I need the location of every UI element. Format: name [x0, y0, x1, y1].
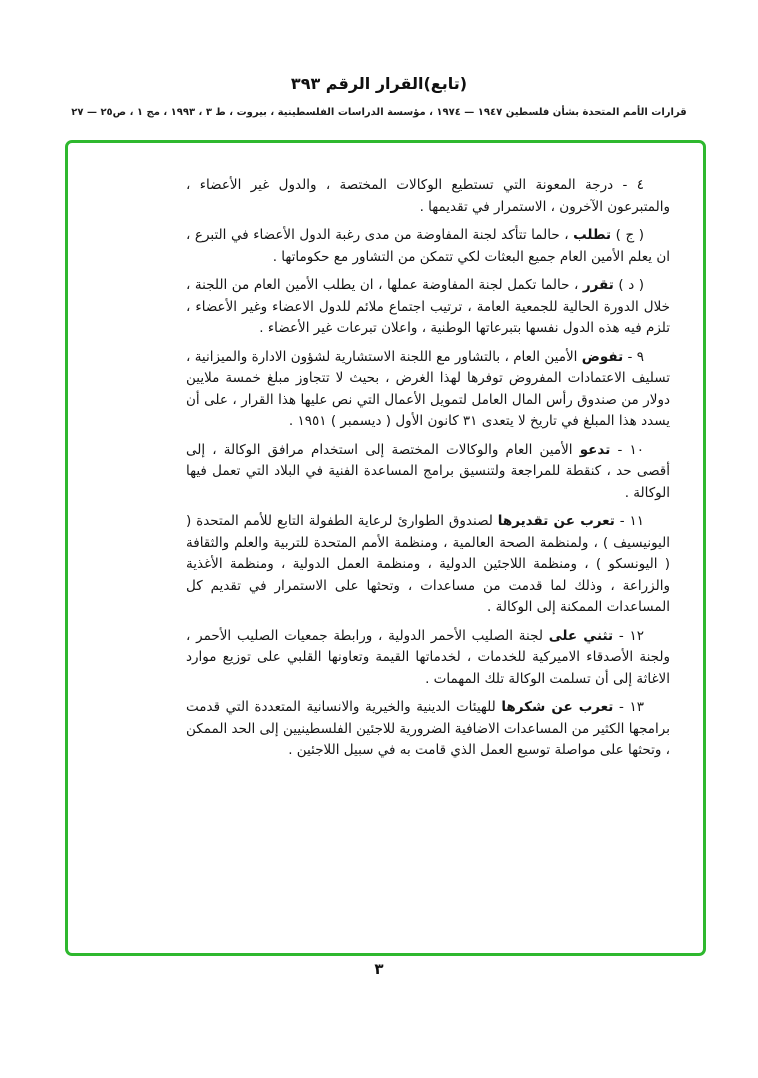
paragraph-number: ١٢ - — [613, 627, 644, 644]
paragraph-4 — [186, 175, 670, 218]
paragraph-number: ( ج ) — [611, 227, 645, 243]
paragraph-text: ، حالما تتأكد لجنة المفاوضة من مدى رغبة الدول الأعضاء في التبرع ، ان يعلم الأمين العام جميع البعثات لكي تتمكن من التشاور مع حكوماتها . — [186, 227, 670, 265]
paragraph-text: الأمين العام والوكالات المختصة إلى استخدام مرافق الوكالة ، إلى أقصى حد ، كنقطة للمراجعة ولتنسيق برامج المساعدة الفنية في البلاد التي تعمل فيها الوكالة . — [186, 441, 670, 501]
paragraph-lead: تثني على — [548, 627, 614, 644]
paragraph-lead: تفوض — [581, 348, 624, 365]
paragraph-number: ١١ - — [614, 513, 644, 529]
resolution-text — [186, 175, 670, 769]
paragraph-lead: تطلب — [573, 227, 612, 243]
content-frame — [65, 140, 706, 956]
paragraph-12 — [186, 626, 670, 691]
paragraph-number: ٩ - — [623, 348, 644, 365]
citation-line: قرارات الأمم المتحدة بشأن فلسطين ١٩٤٧ — ١٩٧٤ ، مؤسسة الدراسات الفلسطينية ، بيروت ، ط ٣ ، ١٩٩٣ ، مج ١ ، ص٢٥ — ٢٧ — [71, 107, 687, 118]
paragraph-10 — [186, 440, 670, 505]
paragraph-dal — [186, 275, 670, 340]
paragraph-number: ٤ - — [613, 177, 644, 193]
page-number: ٣ — [374, 960, 384, 978]
paragraph-number: ( د ) — [613, 277, 645, 293]
paragraph-number: ١٠ - — [610, 441, 644, 458]
paragraph-text: ، حالما تكمل لجنة المفاوضة عملها ، ان يطلب الأمين العام من اللجنة ، خلال الدورة الحالية للجمعية العامة ، ترتيب اجتماع ملائم للدول الاعضاء وغير الأعضاء ، تلزم فيه هذه الدول نفسها بتبرعاتها الوطنية ، واعلان تبرعات غير الأعضاء . — [186, 277, 670, 336]
paragraph-13 — [186, 697, 670, 762]
paragraph-text: الأمين العام ، بالتشاور مع اللجنة الاستشارية لشؤون الادارة والميزانية ، تسليف الاعتمادات المفروض توفرها لهذا الغرض ، بحيث لا تتجاوز مبلغ خمسة ملايين دولار من صندوق رأس المال العامل لتمويل الأعمال التي نص عليها هذا القرار ، على أن يسدد هذا المبلغ في تاريخ لا يتعدى ٣١ كانون الأول ( ديسمبر ) ١٩٥١ . — [186, 348, 670, 429]
paragraph-lead: تعرب عن تقديرها — [497, 513, 615, 529]
paragraph-lead: تعرب عن شكرها — [501, 699, 614, 715]
paragraph-jeem — [186, 225, 670, 268]
paragraph-text: لصندوق الطوارئ لرعاية الطفولة التابع للأمم المتحدة ( اليونيسيف ) ، ولمنظمة الصحة العالمية ، ومنظمة الأمم المتحدة للتربية والعلم والثقافة ( اليونسكو ) ، ومنظمة اللاجئين الدولية ، ومنظمة العمل الدولية ، ومنظمة الأغذية والزراعة ، وذلك لما قدمت من مساعدات ، وتحثها على الاستمرار في تقديم كل المساعدات الممكنة إلى الوكالة . — [186, 513, 670, 615]
paragraph-number: ١٣ - — [613, 699, 644, 715]
paragraph-lead: تدعو — [579, 441, 611, 458]
paragraph-text: للهيئات الدينية والخيرية والانسانية المتعددة التي قدمت برامجها الكثير من المساعدات الاضافية الضرورية للاجئين الفلسطينيين إلى الحد الممكن ، وتحثها على مواصلة توسيع العمل الذي قامت به في سبيل اللاجئين . — [186, 699, 670, 758]
paragraph-9 — [186, 347, 670, 433]
paragraph-lead: تقرر — [582, 277, 614, 293]
page-title: (تابع)القرار الرقم ٣٩٣ — [290, 74, 468, 93]
paragraph-text: درجة المعونة التي تستطيع الوكالات المختصة ، والدول غير الأعضاء ، والمتبرعون الآخرون ، الاستمرار في تقديمها . — [186, 177, 670, 215]
paragraph-11 — [186, 511, 670, 619]
paragraph-text: لجنة الصليب الأحمر الدولية ، ورابطة جمعيات الصليب الأحمر ، ولجنة الأصدقاء الاميركية للخدمات ، لخدماتها القيمة وتعاونها القلبي على توزيع موارد الاغاثة إلى أن تسلمت الوكالة تلك المهمات . — [186, 627, 670, 687]
